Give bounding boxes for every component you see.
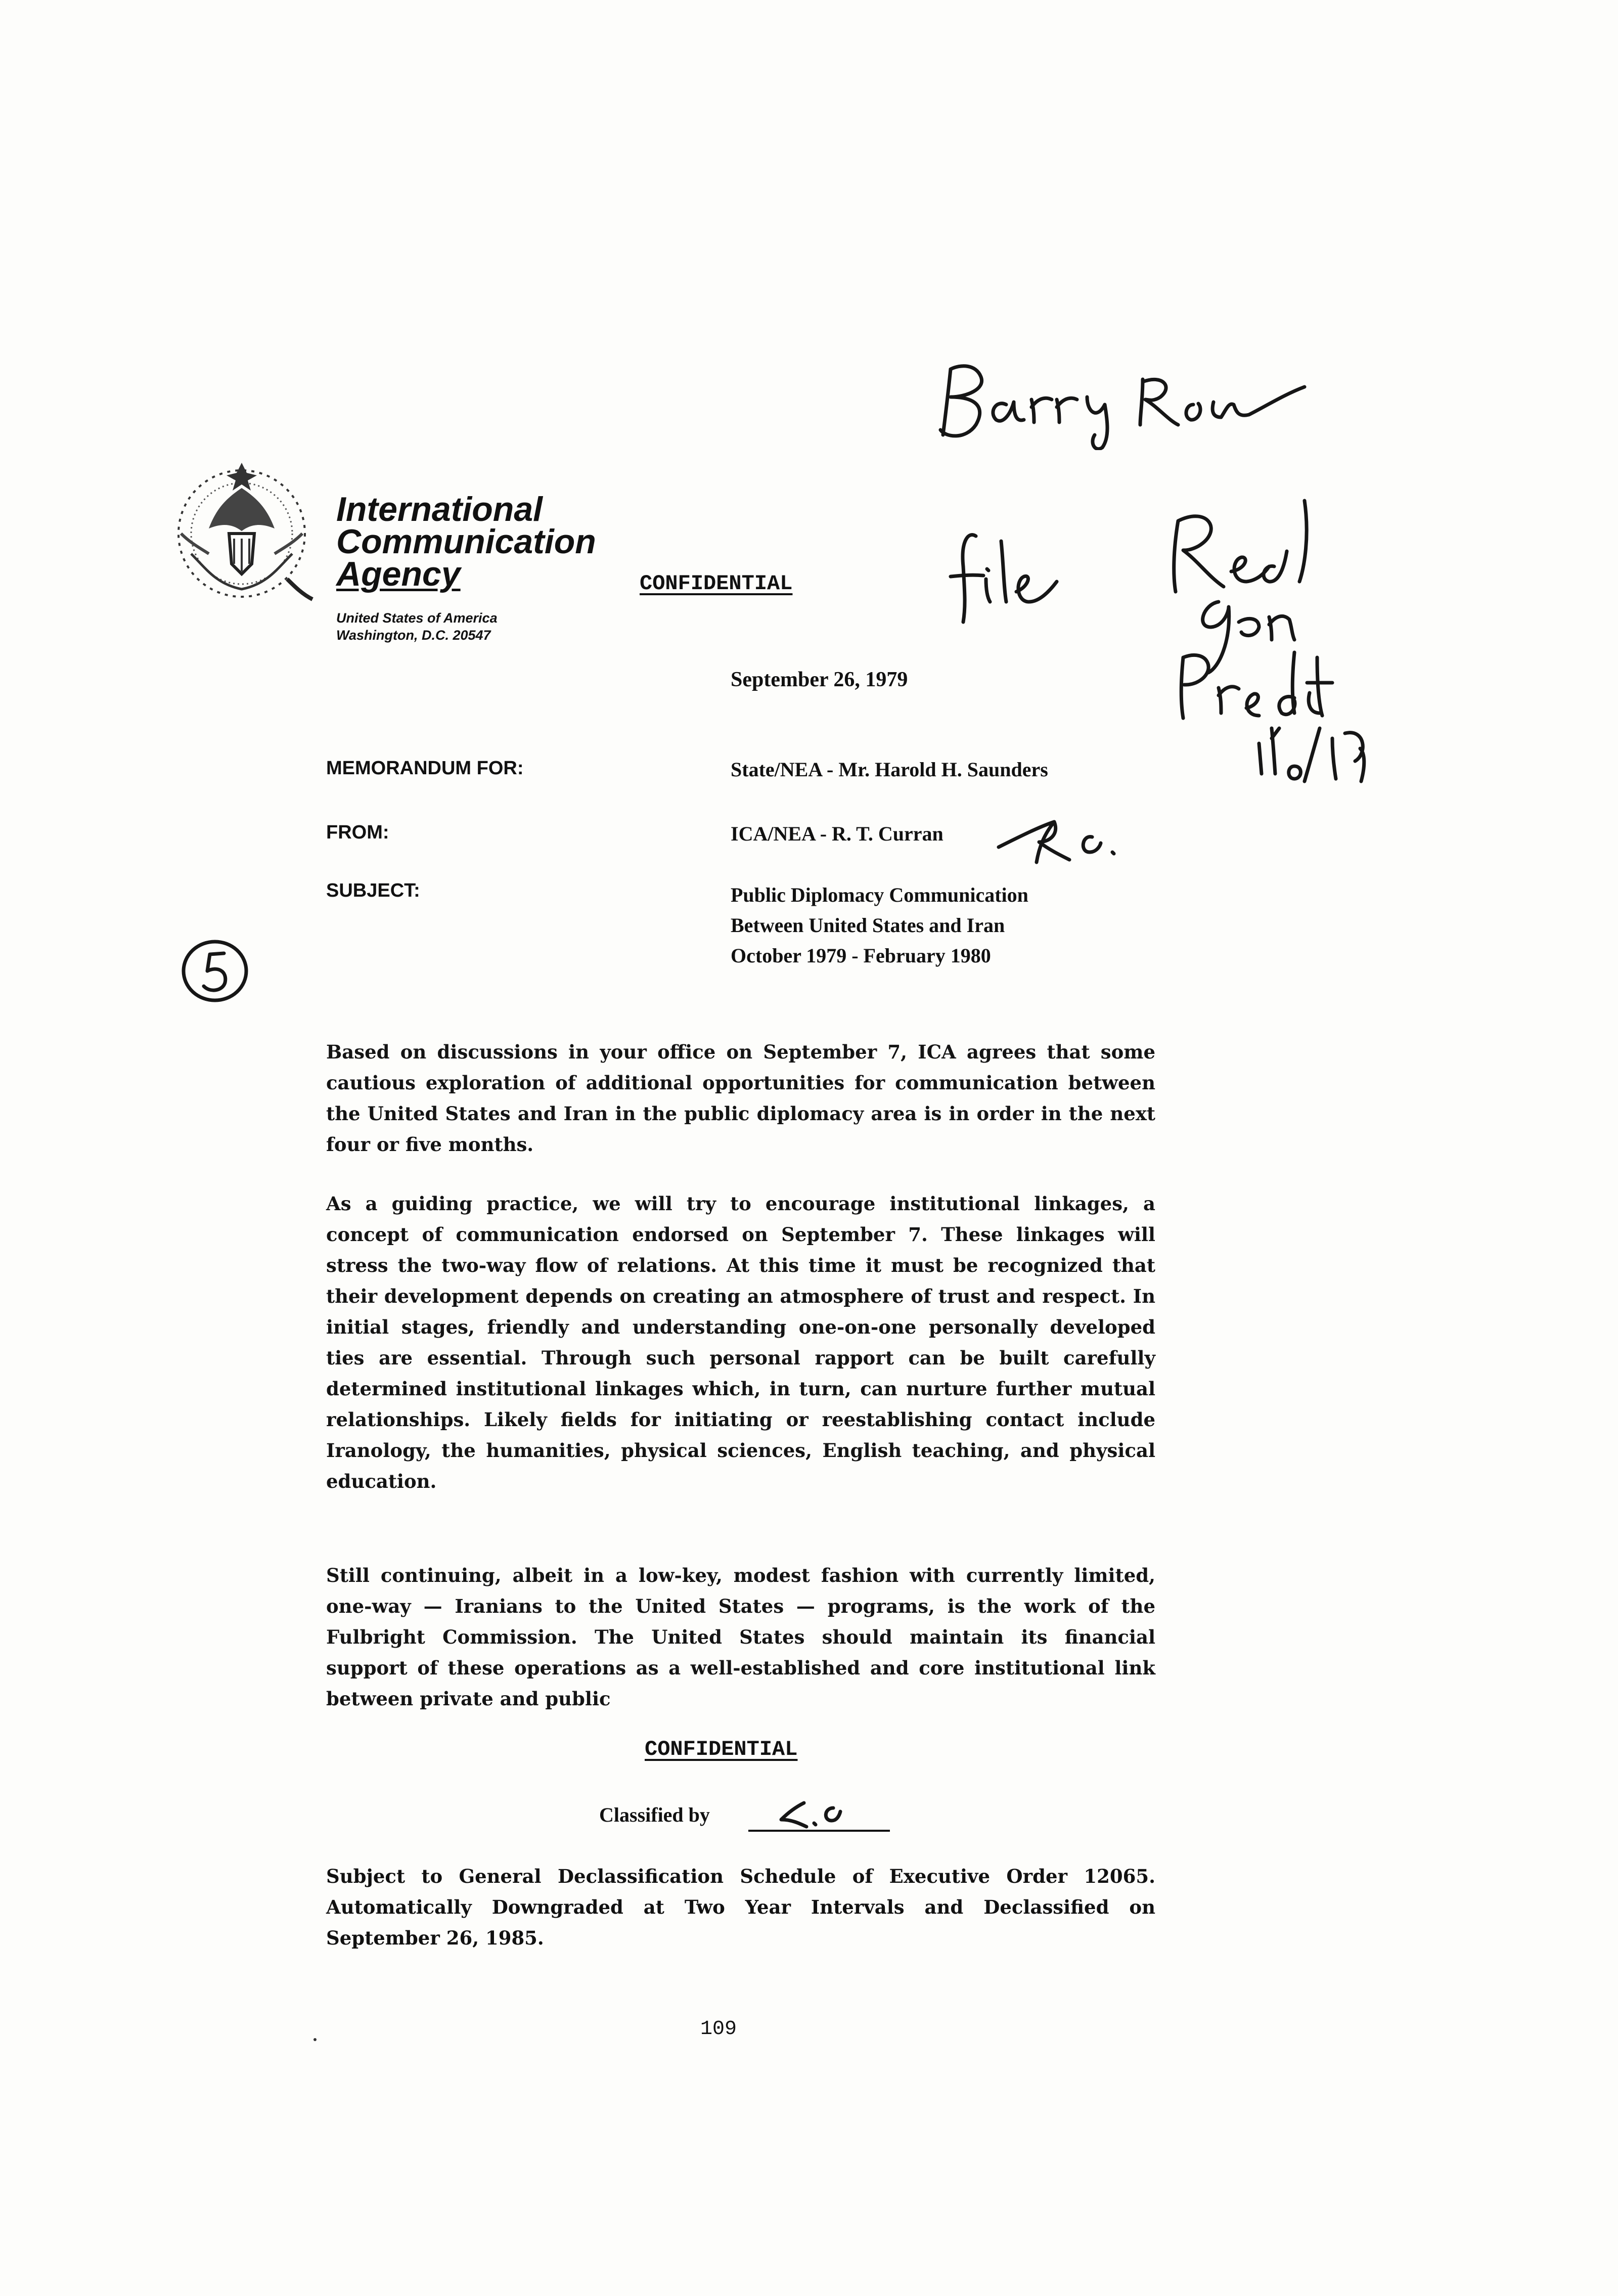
address-line: Washington, D.C. 20547 (336, 628, 491, 643)
body-paragraph-2: As a guiding practice, we will try to encourage institutional linkages, a concept of communication endorsed on September 7. These linkages will stress the two-way flow of relations. At this time it must be recognized that their development depends on creating an atmosphere of trust and respect. In initial stages, friendly and understanding one-on-one personally developed ties are essential. Through such personal rapport can be built carefully determined institutional linkages which, in turn, can nurture further mutual relationships. Likely fields for initiating or reestablishing contact include Iranology, the humanities, physical sciences, English teaching, and physical education. (326, 1193, 1155, 1492)
agency-name-line: Agency (336, 555, 461, 593)
agency-name-line: Communication (336, 522, 596, 561)
page-number: 109 (700, 2018, 737, 2041)
handwritten-margin-note (1143, 491, 1375, 784)
agency-name-line: International (336, 490, 543, 528)
subject-line: Public Diplomacy Communication (731, 884, 1028, 906)
body-paragraph-3: Still continuing, albeit in a low-key, modest fashion with currently limited, one-way — Iranians to the United States — programs, is the work of the Fulbright Commission. The United States should maintain its financial support of these operations as a well-established and core institutional link between private and public (326, 1564, 1155, 1710)
classification-header: CONFIDENTIAL (640, 571, 793, 596)
handwritten-name-annotation (930, 349, 1315, 450)
agency-seal (161, 453, 323, 614)
handwritten-classifier-initials (774, 1795, 855, 1831)
body-paragraph-1: Based on discussions in your office on September 7, ICA agrees that some cautious exploration of additional opportunities for communication between the United States and Iran in the public diplomacy area is in order in the next four or five months. (326, 1041, 1155, 1156)
memo-date: September 26, 1979 (731, 668, 908, 691)
handwritten-circled-number (174, 933, 255, 1009)
agency-address (336, 609, 498, 644)
subject-line: October 1979 - February 1980 (731, 944, 991, 967)
address-line: United States of America (336, 610, 498, 626)
memo-subject-label: SUBJECT: (326, 880, 420, 901)
memo-from-label: FROM: (326, 822, 389, 843)
memo-subject-value (731, 880, 1028, 971)
scan-speck (313, 2038, 317, 2041)
declassification-notice: Subject to General Declassification Schedule of Executive Order 12065. Automatically Downgraded at Two Year Intervals and Declassified on September 26, 1985. (326, 1865, 1155, 1949)
handwritten-file-annotation (940, 521, 1062, 627)
memo-for-value: State/NEA - Mr. Harold H. Saunders (731, 758, 1048, 781)
handwritten-from-initials (988, 812, 1120, 867)
memo-for-label: MEMORANDUM FOR: (326, 758, 524, 779)
agency-name (336, 490, 596, 593)
classification-footer: CONFIDENTIAL (645, 1737, 798, 1761)
subject-line: Between United States and Iran (731, 914, 1005, 937)
classified-by-label: Classified by (599, 1803, 710, 1826)
memo-from-value: ICA/NEA - R. T. Curran (731, 822, 943, 845)
